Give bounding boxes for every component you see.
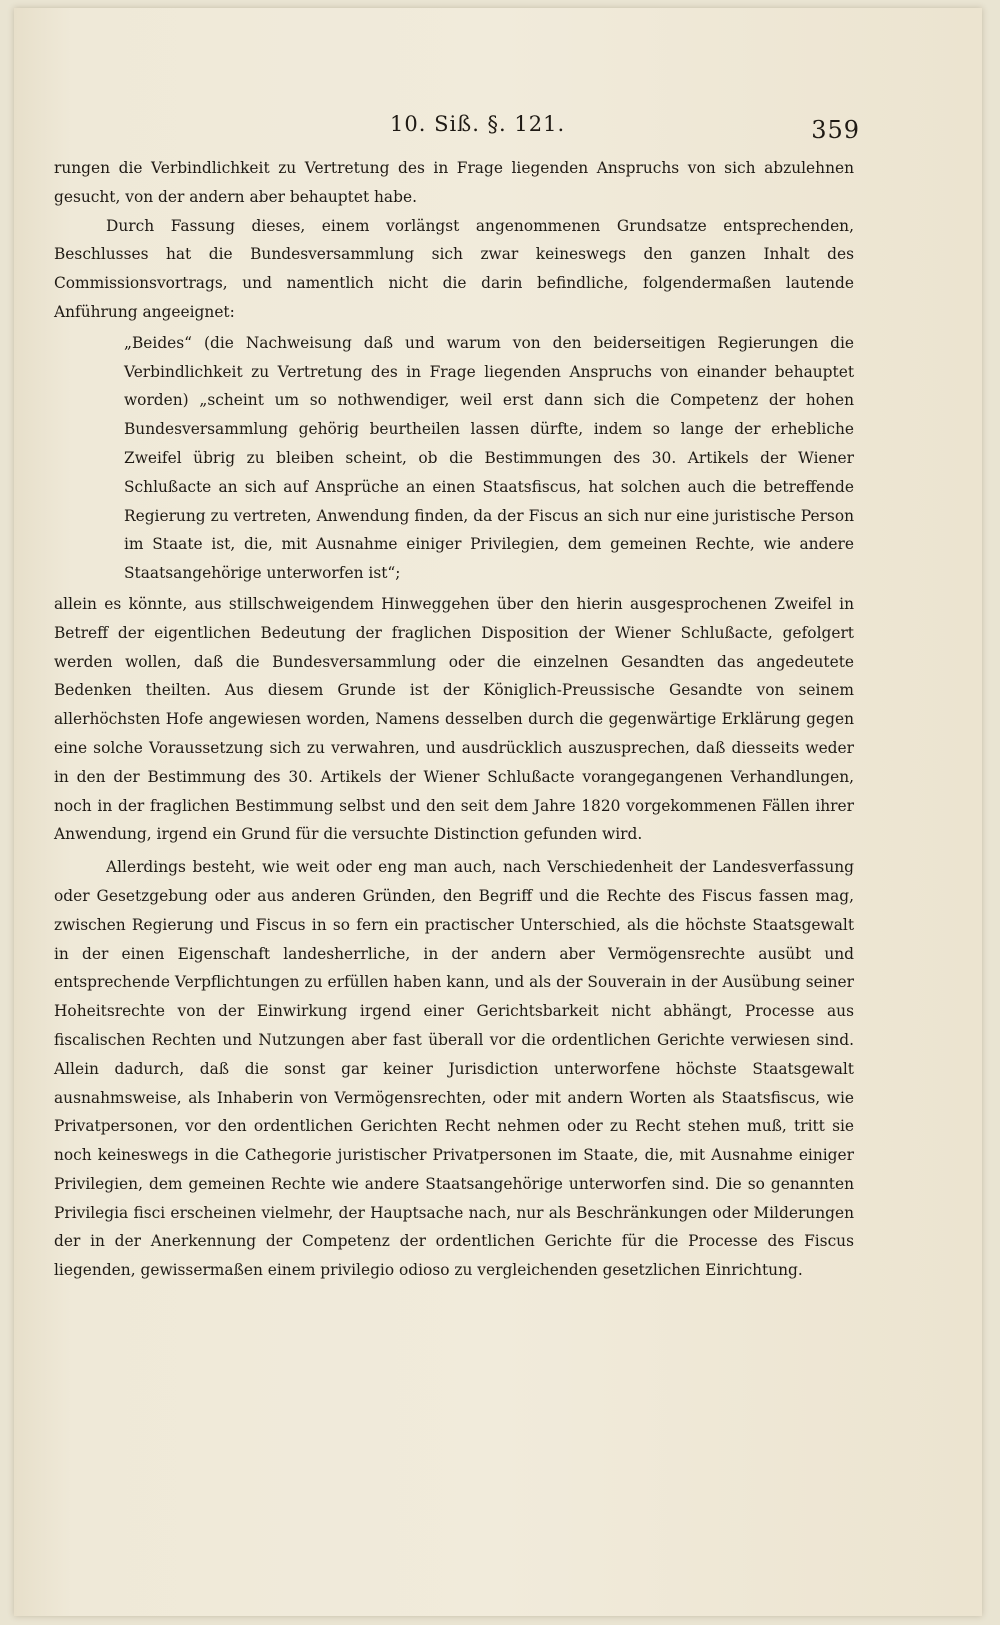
page-number: 359 [811,116,860,144]
running-header [14,112,982,146]
page-body [54,154,854,1285]
paragraph-resolution: Durch Fassung dieses, einem vorlängst angenommenen Grundsatze entsprechenden, Beschlusses hat die Bundesversammlung sich zwar keineswegs den ganzen Inhalt des Commissionsvortrags, und namentlich nicht die darin befindliche, folgendermaßen lautende Anführung angeeignet: [54,216,854,321]
paragraph-fiscus: Allerdings besteht, wie weit oder eng man auch, nach Verschiedenheit der Landesverfassung oder Gesetzgebung oder aus anderen Gründen, den Begriff und die Rechte des Fiscus fassen mag, zwischen Regierung und Fiscus in so fern ein practischer Unterschied, als die höchste Staatsgewalt in der einen Eigenschaft landesherrliche, in der andern aber Vermögensrechte ausübt und entsprechende Verpflichtungen zu erfüllen haben kann, und als der Souverain in der Ausübung seiner Hoheitsrechte von der Einwirkung irgend einer Gerichtsbarkeit nicht abhängt, Processe aus fiscalischen Rechten und Nutzungen aber fast überall vor die ordentlichen Gerichte verwiesen sind. Allein dadurch, daß die sonst gar keiner Jurisdiction unterworfene höchste Staatsgewalt ausnahmsweise, als Inhaberin von Vermögensrechten, oder mit andern Worten als Staatsfiscus, wie Privatpersonen, vor den ordentlichen Gerichten Recht nehmen oder zu Recht stehen muß, tritt sie noch keineswegs in die Cathegorie juristischer Privatpersonen im Staate, die, mit Ausnahme einiger Privilegien, dem gemeinen Rechte wie andere Staatsangehörige unterworfen sind. Die so genannten Privilegia fisci erscheinen vielmehr, der Hauptsache nach, nur als Beschränkungen oder Milderungen der in der Anerkennung der Competenz der ordentlichen Gerichte für die Processe des Fiscus liegenden, gewissermaßen einem privilegio odioso zu vergleichenden gesetzlichen Einrichtung. [54,858,854,1280]
book-page [14,8,982,1616]
paragraph-continuation: rungen die Verbindlichkeit zu Vertretung des in Frage liegenden Anspruchs von sich abzulehnen gesucht, von der andern aber behauptet habe. [54,159,854,206]
header-title: 10. Siß. §. 121. [390,112,566,136]
paragraph-declaration: allein es könnte, aus stillschweigendem Hinweggehen über den hierin ausgesprochenen Zweifel in Betreff der eigentlichen Bedeutung der fraglichen Disposition der Wiener Schlußacte, gefolgert werden wollen, daß die Bundesversammlung oder die einzelnen Gesandten das angedeutete Bedenken theilten. Aus diesem Grunde ist der Königlich-Preussische Gesandte von seinem allerhöchsten Hofe angewiesen worden, Namens desselben durch die gegenwärtige Erklärung gegen eine solche Voraussetzung sich zu verwahren, und ausdrücklich auszusprechen, daß diesseits weder in den der Bestimmung des 30. Artikels der Wiener Schlußacte vorangegangenen Verhandlungen, noch in der fraglichen Bestimmung selbst und den seit dem Jahre 1820 vorgekommenen Fällen ihrer Anwendung, irgend ein Grund für die versuchte Distinction gefunden wird. [54,594,854,844]
quoted-passage: „Beides“ (die Nachweisung daß und warum von den beiderseitigen Regierungen die Verbindlichkeit zu Vertretung des in Frage liegenden Anspruchs von einander behauptet worden) „scheint um so nothwendiger, weil erst dann sich die Competenz der hohen Bundesversammlung gehörig beurtheilen lassen dürfte, indem so lange der erhebliche Zweifel übrig zu bleiben scheint, ob die Bestimmungen des 30. Artikels der Wiener Schlußacte an sich auf Ansprüche an einen Staatsfiscus, hat solchen auch die betreffende Regierung zu vertreten, Anwendung finden, da der Fiscus an sich nur eine juristische Person im Staate ist, die, mit Ausnahme einiger Privilegien, dem gemeinen Rechte, wie andere Staatsangehörige unterworfen ist“; [124,333,854,583]
